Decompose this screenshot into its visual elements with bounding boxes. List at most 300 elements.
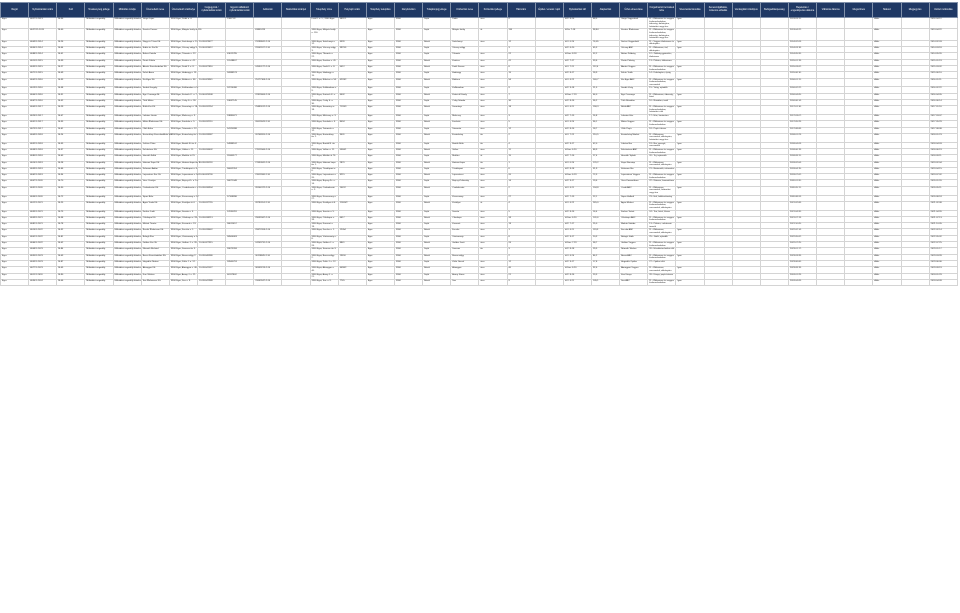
table-cell[interactable]: 3300 Eger, Sas u. 9. xyxy=(310,279,338,285)
table-cell[interactable]: 4E19/1-2016 xyxy=(29,87,57,93)
table-cell[interactable]: 2017.05.29. xyxy=(929,121,957,127)
table-cell[interactable]: 55340177 xyxy=(226,155,254,161)
table-cell[interactable]: 3300 Eger, Tihamér u. 22. xyxy=(169,53,197,59)
table-cell[interactable]: 3300 xyxy=(394,148,422,154)
table-cell[interactable]: Aktív xyxy=(873,133,901,142)
table-cell[interactable]: H-P: 8-17 xyxy=(563,72,591,78)
table-cell[interactable]: 6233/2 xyxy=(338,78,366,87)
table-cell[interactable]: 3300 Eger, Mekcsey u. 3. xyxy=(310,114,338,120)
table-cell[interactable]: 5 xyxy=(507,210,535,216)
table-cell[interactable]: Eger xyxy=(1,99,29,105)
table-cell[interactable]: 10-09-033587 xyxy=(197,133,225,142)
table-cell[interactable]: Aktív xyxy=(873,174,901,180)
table-cell[interactable]: Eger xyxy=(366,186,394,195)
table-cell[interactable]: 4E59/1-2021 xyxy=(29,216,57,222)
table-cell[interactable]: M-61 xyxy=(57,127,85,133)
table-cell[interactable]: Igen xyxy=(676,254,704,260)
table-cell[interactable]: Aktív xyxy=(873,260,901,266)
table-cell[interactable]: 2021.10.05. xyxy=(788,223,816,229)
table-cell[interactable] xyxy=(732,78,760,87)
table-cell[interactable] xyxy=(732,186,760,195)
table-cell[interactable]: 3300 Eger, Kisasszony u. 27. xyxy=(169,195,197,201)
table-cell[interactable]: 2016.04.05. xyxy=(788,93,816,99)
column-header[interactable]: Közterület neve xyxy=(451,3,479,18)
table-cell[interactable]: 4E11/1-2024 xyxy=(29,273,57,279)
table-cell[interactable]: Fecske xyxy=(451,229,479,235)
table-cell[interactable]: 4E58/1-2018 xyxy=(29,148,57,154)
table-cell[interactable]: M-75 xyxy=(57,210,85,216)
table-cell[interactable]: 40 xyxy=(507,267,535,273)
table-cell[interactable]: 3300 Eger, Maklári út 70. xyxy=(310,155,338,161)
table-cell[interactable]: utca xyxy=(479,72,507,78)
table-cell[interactable]: Vallon xyxy=(451,148,479,154)
table-cell[interactable]: 9215 xyxy=(338,174,366,180)
table-cell[interactable]: H-P: 7-17 xyxy=(563,223,591,229)
table-cell[interactable] xyxy=(845,18,873,29)
table-cell[interactable]: Működési engedély xyxy=(85,127,113,133)
table-cell[interactable]: Eger xyxy=(1,229,29,235)
table-cell[interactable]: Működési engedély köteles xyxy=(113,180,141,186)
table-cell[interactable]: Balogh Éva xyxy=(141,235,169,241)
table-cell[interactable]: utca xyxy=(479,18,507,29)
table-cell[interactable]: 3300 xyxy=(394,29,422,40)
table-cell[interactable]: Szabó Gergely xyxy=(141,87,169,93)
table-cell[interactable]: Vass Kozmetikum xyxy=(620,180,648,186)
table-cell[interactable]: Agria Market xyxy=(620,201,648,210)
table-cell[interactable]: Berva-völgy xyxy=(451,254,479,260)
column-header[interactable]: Helyrajzi szám xyxy=(338,3,366,18)
table-cell[interactable]: 2016.01.11. xyxy=(929,78,957,87)
table-cell[interactable]: M-37 xyxy=(57,148,85,154)
table-cell[interactable]: Eger xyxy=(1,87,29,93)
table-cell[interactable] xyxy=(845,106,873,115)
table-cell[interactable]: 92,6 xyxy=(591,267,619,273)
table-cell[interactable]: H-P: 9-18 xyxy=(563,87,591,93)
table-cell[interactable]: 3300 Eger, Szvorényi u. 18. xyxy=(169,106,197,115)
table-cell[interactable]: 2022.05.02. xyxy=(788,235,816,241)
table-cell[interactable]: M-34 xyxy=(57,174,85,180)
table-cell[interactable]: Eger xyxy=(366,279,394,285)
table-cell[interactable]: Vécsey völgy xyxy=(451,47,479,53)
table-cell[interactable]: 3300 Eger, Koszorú u. 19. xyxy=(169,223,197,229)
table-cell[interactable]: Működési engedély xyxy=(85,186,113,195)
table-cell[interactable]: utca xyxy=(479,65,507,71)
table-cell[interactable]: 11 xyxy=(507,148,535,154)
table-cell[interactable]: 3300 xyxy=(394,59,422,65)
table-cell[interactable]: M-36 xyxy=(57,18,85,29)
table-cell[interactable]: 2024.04.09. xyxy=(788,279,816,285)
table-cell[interactable]: 13 - Pékáru, cukrászati termék xyxy=(648,223,676,229)
table-cell[interactable] xyxy=(226,133,254,142)
table-cell[interactable]: Eger xyxy=(1,121,29,127)
table-cell[interactable]: 11 - Élelmiszer, ital, dohányáru xyxy=(648,47,676,53)
table-cell[interactable]: Eger xyxy=(366,223,394,229)
table-cell[interactable]: H-P: 8-16 xyxy=(563,273,591,279)
table-cell[interactable]: Tóth Márta xyxy=(141,99,169,105)
table-cell[interactable]: 3300 xyxy=(394,260,422,266)
table-cell[interactable]: Felsővárosi ABC xyxy=(620,148,648,154)
table-cell[interactable]: 2013.04.22. xyxy=(929,29,957,40)
table-cell[interactable]: Igen xyxy=(676,18,704,29)
table-cell[interactable]: 2015.03.02. xyxy=(929,65,957,71)
table-cell[interactable]: 2015.03.02. xyxy=(788,65,816,71)
table-cell[interactable]: Aktív xyxy=(873,273,901,279)
table-cell[interactable]: Aktív xyxy=(873,53,901,59)
table-cell[interactable]: 2019.02.04. xyxy=(788,161,816,167)
table-cell[interactable]: Eger xyxy=(1,78,29,87)
table-cell[interactable]: Eger xyxy=(366,29,394,40)
table-cell[interactable] xyxy=(282,18,310,29)
table-cell[interactable]: M-31 xyxy=(57,93,85,99)
table-cell[interactable] xyxy=(760,18,788,29)
table-cell[interactable]: Balogh Játék xyxy=(620,235,648,241)
table-cell[interactable]: 2 xyxy=(507,254,535,260)
table-cell[interactable]: M-87 xyxy=(57,260,85,266)
table-cell[interactable]: Nagy és Társa Kft. xyxy=(141,40,169,46)
table-cell[interactable]: 2014.05.26. xyxy=(929,53,957,59)
table-cell[interactable]: Működési engedély xyxy=(85,114,113,120)
column-header[interactable]: Tulajdonjog jellege xyxy=(423,3,451,18)
table-cell[interactable]: H-V: 7-22 xyxy=(563,133,591,142)
table-cell[interactable]: 3300 Eger, Hadnagy u. 15. xyxy=(169,72,197,78)
table-cell[interactable]: M-39 xyxy=(57,59,85,65)
table-cell[interactable]: Igen xyxy=(676,216,704,222)
table-cell[interactable]: 3300 Eger, Vörösmarty u. 8. xyxy=(169,235,197,241)
table-cell[interactable]: 2018.09.11. xyxy=(788,155,816,161)
table-cell[interactable]: Saját xyxy=(423,127,451,133)
table-cell[interactable]: 3300 Eger, Berva-völgy 2. xyxy=(169,254,197,260)
table-cell[interactable]: Működési engedély xyxy=(85,161,113,167)
table-cell[interactable]: Működési engedély köteles xyxy=(113,223,141,229)
table-cell[interactable]: Működési engedély xyxy=(85,53,113,59)
table-cell[interactable] xyxy=(535,186,563,195)
table-cell[interactable]: 3300 xyxy=(394,106,422,115)
table-cell[interactable]: Deák Ferenc xyxy=(451,65,479,71)
table-cell[interactable]: 28790114-2-10 xyxy=(254,201,282,210)
table-cell[interactable]: Sas Élelmiszer Kft. xyxy=(141,279,169,285)
table-cell[interactable]: 2016.02.22. xyxy=(929,87,957,93)
table-cell[interactable]: 4 xyxy=(507,142,535,148)
table-cell[interactable]: 4E62/1-2019 xyxy=(29,174,57,180)
table-cell[interactable]: utca xyxy=(479,216,507,222)
table-cell[interactable]: utca xyxy=(479,174,507,180)
table-cell[interactable]: 3300 xyxy=(394,235,422,241)
table-cell[interactable]: Csiky Sándor xyxy=(451,99,479,105)
table-cell[interactable]: Aktív xyxy=(873,114,901,120)
table-cell[interactable]: Eger xyxy=(366,148,394,154)
table-cell[interactable]: Németh Richárd xyxy=(141,248,169,254)
table-cell[interactable]: tér xyxy=(479,248,507,254)
table-cell[interactable]: Működési engedély köteles xyxy=(113,121,141,127)
table-cell[interactable]: 4E07/1-2020 xyxy=(29,180,57,186)
table-cell[interactable]: Eger xyxy=(366,65,394,71)
table-cell[interactable]: Eger xyxy=(366,121,394,127)
table-cell[interactable]: Juhász Bor xyxy=(620,142,648,148)
table-cell[interactable]: út xyxy=(479,155,507,161)
table-cell[interactable] xyxy=(817,186,845,195)
table-cell[interactable]: utca xyxy=(479,195,507,201)
table-cell[interactable]: 13 - Pékáru, élelmiszer xyxy=(648,59,676,65)
table-cell[interactable]: H-V: 6-21 xyxy=(563,279,591,285)
table-cell[interactable]: 4E08/1-2023 xyxy=(29,248,57,254)
table-cell[interactable] xyxy=(226,29,254,40)
table-cell[interactable]: 3001 xyxy=(338,133,366,142)
column-header[interactable]: Házszám xyxy=(507,3,535,18)
table-cell[interactable]: Igen xyxy=(676,174,704,180)
table-cell[interactable]: 18 - Papír-írószer xyxy=(648,127,676,133)
table-cell[interactable]: Eger xyxy=(366,273,394,279)
table-cell[interactable]: 10-09-032110 xyxy=(197,121,225,127)
table-cell[interactable]: Molnár Tamás xyxy=(141,223,169,229)
table-cell[interactable]: 2023.01.17. xyxy=(929,248,957,254)
table-cell[interactable]: 58504663 xyxy=(226,235,254,241)
table-cell[interactable]: Működési engedély xyxy=(85,242,113,248)
table-cell[interactable] xyxy=(901,133,929,142)
table-cell[interactable]: Berva ABC xyxy=(620,254,648,260)
table-cell[interactable]: 16,4 xyxy=(591,210,619,216)
table-cell[interactable]: Működési engedély köteles xyxy=(113,210,141,216)
table-cell[interactable]: 3300 Eger, Vécsey völgy 3. xyxy=(169,47,197,53)
table-cell[interactable]: 24,8 xyxy=(591,114,619,120)
table-cell[interactable]: Működési engedély köteles xyxy=(113,72,141,78)
table-cell[interactable]: Aktív xyxy=(873,47,901,53)
table-cell[interactable]: Saját xyxy=(423,87,451,93)
table-cell[interactable] xyxy=(338,29,366,40)
table-cell[interactable]: 2017.03.07. xyxy=(788,114,816,120)
table-cell[interactable]: Sas ABC xyxy=(620,279,648,285)
table-cell[interactable]: Farkas Judit xyxy=(141,210,169,216)
table-cell[interactable]: Működési engedély xyxy=(85,180,113,186)
table-cell[interactable]: M-58 xyxy=(57,87,85,93)
table-cell[interactable]: 7745 xyxy=(338,279,366,285)
table-cell[interactable]: Bérelt xyxy=(423,40,451,46)
table-cell[interactable]: 3300 Eger, Lajosvárosi u. 20. xyxy=(311,174,337,179)
table-cell[interactable]: Saját xyxy=(423,72,451,78)
table-cell[interactable]: Működési engedély köteles xyxy=(113,148,141,154)
table-cell[interactable]: 134,8 xyxy=(591,186,619,195)
table-cell[interactable]: 2 xyxy=(507,186,535,195)
table-cell[interactable]: Aktív xyxy=(873,72,901,78)
table-cell[interactable]: Lajosvárosi Vegyes xyxy=(620,174,648,180)
table-cell[interactable]: Saját xyxy=(423,47,451,53)
table-cell[interactable]: 11 - Élelmiszer, szeszesital, háztartási vegyi áru xyxy=(648,186,676,195)
table-cell[interactable] xyxy=(901,18,929,29)
table-cell[interactable]: Juhász Péter xyxy=(141,142,169,148)
table-cell[interactable] xyxy=(282,201,310,210)
table-cell[interactable]: Vörösmarty xyxy=(451,235,479,241)
table-cell[interactable] xyxy=(817,279,845,285)
table-cell[interactable]: 27015566-2-10 xyxy=(254,148,282,154)
table-cell[interactable] xyxy=(901,186,929,195)
table-cell[interactable]: 23,3 xyxy=(591,273,619,279)
table-cell[interactable]: 24 - Tea, kávé, fűszer xyxy=(648,210,676,216)
table-cell[interactable]: 2018.04.03. xyxy=(788,142,816,148)
table-cell[interactable]: Aktív xyxy=(873,186,901,195)
table-cell[interactable]: 2018.01.23. xyxy=(788,133,816,142)
table-cell[interactable]: 3300 Eger, Kallómalom u. 9. xyxy=(169,87,197,93)
table-cell[interactable]: 3300 Eger, Grőber J. u. 26. xyxy=(310,242,338,248)
table-cell[interactable]: 22041187-2-10 xyxy=(254,47,282,53)
table-cell[interactable]: 72,3 xyxy=(591,174,619,180)
table-cell[interactable]: 10412 xyxy=(338,186,366,195)
table-cell[interactable]: 24530177-2-10 xyxy=(254,65,282,71)
table-cell[interactable]: 8 xyxy=(507,235,535,241)
table-cell[interactable]: 7 xyxy=(507,93,535,99)
table-cell[interactable]: Horváth Ildikó xyxy=(141,155,169,161)
table-cell[interactable]: Működési engedély köteles xyxy=(113,229,141,235)
table-cell[interactable]: 3 xyxy=(507,47,535,53)
table-cell[interactable] xyxy=(845,78,873,87)
table-cell[interactable]: Varga Vegyesbolt xyxy=(620,18,648,29)
table-cell[interactable]: utca xyxy=(479,267,507,273)
table-cell[interactable]: 4E14/1-2019 xyxy=(29,161,57,167)
table-cell[interactable]: H-Szo: 8-18 xyxy=(563,53,591,59)
table-cell[interactable]: 56 xyxy=(507,78,535,87)
table-cell[interactable]: utca xyxy=(479,40,507,46)
table-cell[interactable]: Eger xyxy=(366,53,394,59)
table-cell[interactable]: 3 xyxy=(507,114,535,120)
table-cell[interactable]: Eger xyxy=(1,53,29,59)
table-cell[interactable]: 4E56/1-2020 xyxy=(29,195,57,201)
table-cell[interactable]: Eger xyxy=(366,93,394,99)
table-cell[interactable]: Eger xyxy=(366,127,394,133)
table-cell[interactable]: Aktív xyxy=(873,242,901,248)
table-cell[interactable] xyxy=(817,29,845,40)
table-cell[interactable]: Működési engedély xyxy=(85,260,113,266)
table-cell[interactable]: 19,6 xyxy=(591,180,619,186)
table-cell[interactable] xyxy=(845,279,873,285)
table-cell[interactable]: Igen xyxy=(676,133,704,142)
table-cell[interactable]: Működési engedély xyxy=(85,273,113,279)
table-cell[interactable]: H-P: 9-17 xyxy=(563,235,591,241)
table-cell[interactable]: 2017.08.08. xyxy=(929,127,957,133)
table-cell[interactable]: 2022.05.02. xyxy=(929,235,957,241)
table-cell[interactable]: 3300 Eger, Hatvani kapu tér 1. xyxy=(169,161,197,167)
column-header[interactable]: Utolsó módosítás xyxy=(929,3,957,18)
table-cell[interactable]: Egri Csemege Bt. xyxy=(141,93,169,99)
table-cell[interactable]: 2015.06.10. xyxy=(788,72,816,78)
table-cell[interactable]: Bérelt xyxy=(423,201,451,210)
table-cell[interactable]: Koszorú xyxy=(451,223,479,229)
table-cell[interactable]: 3300 Eger, Kertész u. 41. xyxy=(169,59,197,65)
table-cell[interactable]: 4E81/1-2021 xyxy=(29,223,57,229)
table-cell[interactable]: 3300 Eger, Tihamér u. 22. xyxy=(310,53,338,59)
table-cell[interactable]: Saját xyxy=(423,29,451,40)
table-cell[interactable]: 3300 xyxy=(394,210,422,216)
table-cell[interactable]: 10-09-038213 xyxy=(197,216,225,222)
table-cell[interactable]: Működési engedély xyxy=(85,72,113,78)
table-cell[interactable]: Eger xyxy=(1,195,29,201)
table-cell[interactable]: utca xyxy=(479,273,507,279)
table-cell[interactable] xyxy=(845,201,873,210)
table-cell[interactable]: M-44 xyxy=(57,47,85,53)
table-cell[interactable]: 2017.01.16. xyxy=(788,106,816,115)
table-cell[interactable]: 26748205-2-10 xyxy=(254,133,282,142)
column-header[interactable]: Vendéglátó üzlettípus xyxy=(732,3,760,18)
table-cell[interactable]: H-P: 9-17 xyxy=(563,260,591,266)
table-cell[interactable]: 2021.02.08. xyxy=(929,201,957,210)
table-cell[interactable]: 11 - Élelmiszer, szeszesital, dohányáru xyxy=(648,161,676,167)
table-cell[interactable]: 2021.04.26. xyxy=(929,210,957,216)
table-cell[interactable]: 11 - Élelmiszer és vegyes kiskereskedelem xyxy=(649,121,674,126)
column-header[interactable]: Befogadóképesség xyxy=(760,3,788,18)
table-cell[interactable] xyxy=(282,29,310,40)
table-cell[interactable]: 28144372-2-10 xyxy=(254,186,282,195)
table-cell[interactable]: 5 xyxy=(507,121,535,127)
table-cell[interactable]: 10-09-031254 xyxy=(197,106,225,115)
table-cell[interactable]: 2023.03.28. xyxy=(929,254,957,260)
table-cell[interactable]: 101,6 xyxy=(591,216,619,222)
table-cell[interactable]: M-55 xyxy=(57,142,85,148)
table-cell[interactable]: 2013.03.11. xyxy=(788,18,816,29)
table-cell[interactable]: Kun Könyv xyxy=(620,273,648,279)
table-cell[interactable]: 2018.04.03. xyxy=(929,142,957,148)
table-cell[interactable] xyxy=(901,78,929,87)
table-cell[interactable]: 12054 xyxy=(338,229,366,235)
table-cell[interactable]: Aktív xyxy=(873,78,901,87)
table-cell[interactable]: 4E64/1-2022 xyxy=(29,242,57,248)
table-cell[interactable]: Aktív xyxy=(873,106,901,115)
table-cell[interactable]: Lakatos Hús xyxy=(620,114,648,120)
table-cell[interactable]: Bérelt xyxy=(423,254,451,260)
table-cell[interactable]: Működési engedély xyxy=(85,223,113,229)
table-cell[interactable]: 20,3 xyxy=(591,235,619,241)
table-cell[interactable]: 2024.01.29. xyxy=(929,273,957,279)
table-cell[interactable]: Működési engedély xyxy=(85,195,113,201)
table-cell[interactable]: Működési engedély xyxy=(85,93,113,99)
table-cell[interactable]: 2021.07.13. xyxy=(929,216,957,222)
table-cell[interactable]: 3300 xyxy=(394,93,422,99)
table-cell[interactable]: 57108836 xyxy=(226,195,254,201)
table-cell[interactable]: 25893012-2-10 xyxy=(254,106,282,115)
table-cell[interactable]: 9 xyxy=(507,279,535,285)
table-cell[interactable]: 2019.02.04. xyxy=(929,161,957,167)
column-header[interactable]: Adószám xyxy=(254,3,282,18)
table-cell[interactable]: 2016.06.14. xyxy=(788,99,816,105)
table-cell[interactable]: Saját xyxy=(423,99,451,105)
table-cell[interactable]: 14 - Dohányáru, újság xyxy=(648,72,676,78)
table-cell[interactable] xyxy=(845,133,873,142)
table-cell[interactable]: 7120/3 xyxy=(338,106,366,115)
table-cell[interactable]: Működési engedély köteles xyxy=(113,59,141,65)
table-cell[interactable]: Aktív xyxy=(873,279,901,285)
table-cell[interactable]: 2023.09.19. xyxy=(929,267,957,273)
table-cell[interactable]: Sipos Béla xyxy=(141,195,169,201)
table-cell[interactable]: 3300 Eger, Csiky S. u. 30. xyxy=(169,99,197,105)
table-cell[interactable]: utca xyxy=(479,99,507,105)
table-cell[interactable]: Aktív xyxy=(873,29,901,40)
table-cell[interactable]: 11 - Élelmiszer és vegyes kiskereskedelem xyxy=(649,174,674,179)
table-cell[interactable]: 3300 xyxy=(394,99,422,105)
table-cell[interactable]: Rákóczi xyxy=(451,78,479,87)
table-cell[interactable]: Eger xyxy=(366,180,394,186)
table-cell[interactable]: Varga Lajos xyxy=(141,18,169,29)
table-cell[interactable]: H-Szo: 6-20 xyxy=(563,216,591,222)
table-cell[interactable]: utca xyxy=(479,210,507,216)
table-cell[interactable]: 2016.04.05. xyxy=(929,93,957,99)
table-cell[interactable]: M-33 xyxy=(57,78,85,87)
table-cell[interactable]: Működési engedély köteles xyxy=(113,254,141,260)
table-cell[interactable]: Aktív xyxy=(873,127,901,133)
table-cell[interactable]: Igen xyxy=(676,40,704,46)
table-cell[interactable]: 53067145 xyxy=(226,99,254,105)
table-cell[interactable] xyxy=(535,201,563,210)
table-cell[interactable]: 21 xyxy=(507,273,535,279)
table-cell[interactable]: Eger xyxy=(366,229,394,235)
table-cell[interactable]: Kallómalom xyxy=(451,87,479,93)
table-cell[interactable]: Bérelt xyxy=(423,106,451,115)
table-cell[interactable]: tér xyxy=(479,161,507,167)
